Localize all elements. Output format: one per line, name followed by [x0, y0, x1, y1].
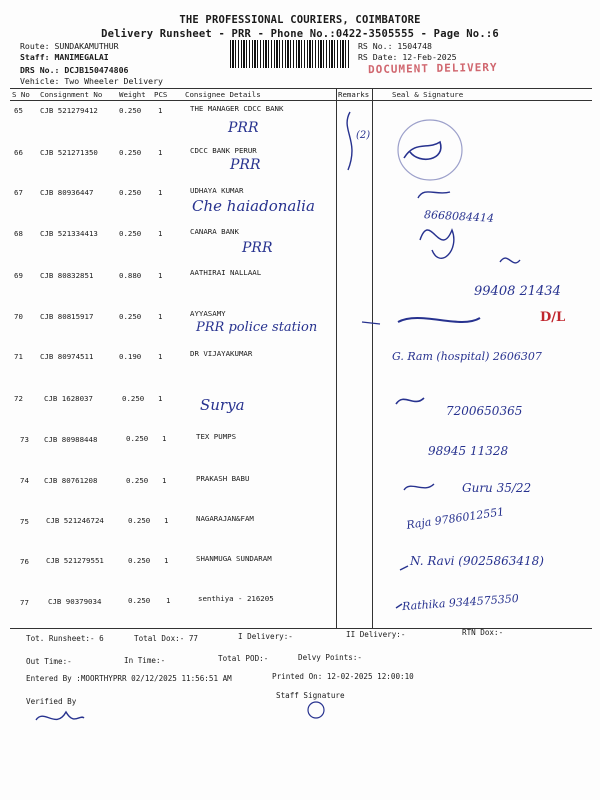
row-handwriting: PRR — [230, 157, 261, 173]
row-consignment: CJB 521271350 — [40, 148, 98, 157]
row-handwriting: PRR — [242, 240, 273, 256]
row-weight: 0.250 — [122, 394, 145, 403]
row-pcs: 1 — [164, 516, 169, 525]
row-handwriting: PRR — [228, 120, 259, 136]
row-pcs: 1 — [158, 394, 163, 403]
row-consignment: CJB 80832851 — [40, 271, 94, 280]
row-pcs: 1 — [158, 188, 163, 197]
in-time: In Time:- — [124, 656, 166, 665]
row-weight: 0.250 — [128, 556, 151, 565]
row-consignee: DR VIJAYAKUMAR — [190, 349, 253, 358]
row-signature: 98945 11328 — [428, 444, 509, 458]
col-pcs: PCS — [154, 90, 168, 99]
row-sno: 77 — [20, 598, 29, 607]
row-consignment: CJB 521334413 — [40, 229, 98, 238]
row-consignment: CJB 90379034 — [48, 597, 102, 606]
row-consignment: CJB 80988448 — [44, 435, 98, 444]
row-consignee: PRAKASH BABU — [196, 474, 250, 483]
delivery-points: Delvy Points:- — [298, 653, 363, 662]
row-consignment: CJB 521279551 — [46, 556, 104, 565]
row-weight: 0.250 — [128, 596, 151, 605]
staff: Staff: MANIMEGALAI — [20, 52, 109, 62]
out-time: Out Time:- — [26, 657, 72, 666]
col-sno: S No — [12, 90, 30, 99]
row-sno: 73 — [20, 435, 29, 444]
row-weight: 0.250 — [119, 188, 142, 197]
col-weight: Weight — [119, 90, 146, 99]
total-runsheet: Tot. Runsheet:- 6 — [26, 634, 104, 643]
row-pcs: 1 — [166, 596, 171, 605]
row-weight: 0.250 — [119, 106, 142, 115]
row-weight: 0.190 — [119, 352, 142, 361]
row-signature: Raja 9786012551 — [405, 505, 505, 532]
staff-signature: Staff Signature — [276, 691, 345, 700]
row-consignee: TEX PUMPS — [196, 432, 237, 441]
document-delivery-stamp: DOCUMENT DELIVERY — [367, 60, 498, 77]
printed-on: Printed On: 12-02-2025 12:00:10 — [272, 672, 414, 681]
row-consignee: senthiya - 216205 — [198, 594, 274, 603]
row-consignee: NAGARAJAN&FAM — [196, 514, 254, 523]
row-handwriting: Surya — [200, 396, 245, 414]
row-pcs: 1 — [164, 556, 169, 565]
row-sno: 76 — [20, 557, 29, 566]
row-consignment: CJB 80974511 — [40, 352, 94, 361]
row-signature: G. Ram (hospital) 2606307 — [392, 350, 542, 363]
row-sno: 67 — [14, 188, 23, 197]
row-signature: Rathika 9344575350 — [401, 591, 520, 614]
row-consignment: CJB 521246724 — [46, 516, 104, 525]
col-consignee: Consignee Details — [185, 90, 261, 99]
verified-by: Verified By — [26, 697, 77, 706]
row-sno: 69 — [14, 271, 23, 280]
col-consignment: Consignment No — [40, 90, 103, 99]
rs-date: RS Date: 12-Feb-2025 — [358, 52, 457, 62]
row-consignee: CDCC BANK PERUR — [190, 146, 257, 155]
row-weight: 0.250 — [119, 229, 142, 238]
row-signature: 99408 21434 — [474, 284, 561, 299]
row-sno: 65 — [14, 106, 23, 115]
rs-number: RS No.: 1504748 — [358, 41, 432, 51]
rtn-dox: RTN Dox:- — [462, 628, 504, 637]
row-signature: N. Ravi (9025863418) — [410, 554, 544, 568]
runsheet-subtitle: Delivery Runsheet - PRR - Phone No.:0422-3505555 - Page No.:6 — [101, 28, 499, 40]
route: Route: SUNDAKAMUTHUR — [20, 41, 119, 51]
row-consignee: AATHIRAI NALLAAL — [190, 268, 262, 277]
total-dox: Total Dox:- 77 — [134, 634, 199, 643]
row-weight: 0.250 — [126, 476, 149, 485]
row-handwriting: PRR police station — [196, 320, 318, 335]
row-weight: 0.250 — [126, 434, 149, 443]
row-remark-mark: (2) — [356, 130, 371, 141]
entered-by: Entered By :MOORTHYPRR 02/12/2025 11:56:51 AM — [26, 674, 232, 683]
row-consignee: SHANMUGA SUNDARAM — [196, 554, 272, 563]
row-pcs: 1 — [158, 148, 163, 157]
i-delivery: I Delivery:- — [238, 632, 293, 641]
row-handwriting: Che haiadonalia — [192, 197, 315, 215]
row-pcs: 1 — [158, 312, 163, 321]
row-sno: 75 — [20, 517, 29, 526]
row-weight: 0.880 — [119, 271, 142, 280]
vehicle: Vehicle: Two Wheeler Delivery — [20, 76, 163, 86]
row-consignment: CJB 80815917 — [40, 312, 94, 321]
row-signature: 8668084414 — [423, 208, 495, 225]
row-sno: 74 — [20, 476, 29, 485]
row-pcs: 1 — [158, 106, 163, 115]
table-bottom-border — [10, 628, 592, 629]
row-signature: 7200650365 — [446, 404, 523, 418]
ii-delivery: II Delivery:- — [346, 630, 406, 639]
drs-number: DRS No.: DCJB150474806 — [20, 65, 129, 75]
row-signature: D/L — [540, 310, 566, 325]
row-consignment: CJB 80936447 — [40, 188, 94, 197]
row-pcs: 1 — [158, 229, 163, 238]
row-consignee: THE MANAGER CDCC BANK — [190, 104, 284, 113]
company-title: THE PROFESSIONAL COURIERS, COIMBATORE — [179, 14, 421, 26]
row-pcs: 1 — [158, 271, 163, 280]
row-consignee: UDHAYA KUMAR — [190, 186, 244, 195]
row-pcs: 1 — [162, 434, 167, 443]
row-weight: 0.250 — [119, 312, 142, 321]
row-signature: Guru 35/22 — [462, 481, 532, 495]
row-sno: 71 — [14, 352, 23, 361]
row-pcs: 1 — [158, 352, 163, 361]
row-sno: 70 — [14, 312, 23, 321]
row-sno: 68 — [14, 229, 23, 238]
row-weight: 0.250 — [119, 148, 142, 157]
col-seal-signature: Seal & Signature — [392, 90, 464, 99]
row-sno: 66 — [14, 148, 23, 157]
col-remarks: Remarks — [338, 90, 370, 99]
row-pcs: 1 — [162, 476, 167, 485]
row-consignment: CJB 1628037 — [44, 394, 93, 403]
row-sno: 72 — [14, 394, 23, 403]
row-weight: 0.250 — [128, 516, 151, 525]
row-consignment: CJB 80761208 — [44, 476, 98, 485]
row-consignee: CANARA BANK — [190, 227, 239, 236]
total-pod: Total POD:- — [218, 654, 269, 663]
row-consignment: CJB 521279412 — [40, 106, 98, 115]
row-consignee: AYYASAMY — [190, 309, 226, 318]
